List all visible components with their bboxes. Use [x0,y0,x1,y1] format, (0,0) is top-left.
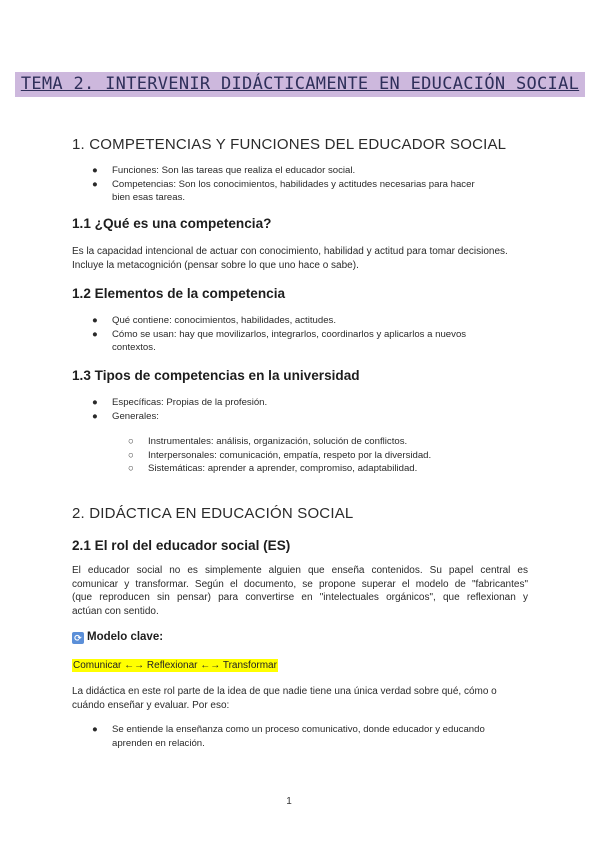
model-flow: Comunicar ←→ Reflexionar ←→ Transformar [73,660,277,671]
sub-bullet-icon: ○ [128,436,134,447]
page-number: 1 [286,796,292,807]
section-2-1-heading: 2.1 El rol del educador social (ES) [72,538,291,553]
list-item: ● Cómo se usan: hay que movilizarlos, integrarlos, coordinarlos y aplicarlos a nuevos contextos. [92,328,467,353]
section-2-paragraph: La didáctica en este rol parte de la idea de que nadie tiene una única verdad sobre qué, cómo o cuándo enseñar y evaluar. Por eso: [72,686,497,711]
section-1-3-sub-bullet-list [128,435,528,476]
document-title: TEMA 2. INTERVENIR DIDÁCTICAMENTE EN EDUCACIÓN SOCIAL [15,72,585,97]
section-2-1-paragraph: El educador social no es simplemente alguien que enseña contenidos. Su papel central es comunicar y transformar. Según el documento, se propone superar el modelo de "fabricantes" (que reproducen sin pensar) para convertirse en "intelectuales orgánicos", que reflexionan y actúan con sentido. [72,565,528,617]
sub-bullet-icon: ○ [128,463,134,474]
sub-bullet-icon: ○ [128,449,134,461]
list-item: ● Competencias: Son los conocimientos, habilidades y actitudes necesarias para hacer bien esas tareas. [92,178,475,203]
list-item: ● Se entiende la enseñanza como un proceso comunicativo, donde educador y educando aprenden en relación. [92,724,485,749]
section-2-heading: 2. DIDÁCTICA EN EDUCACIÓN SOCIAL [72,505,354,522]
list-item: ● Funciones: Son las tareas que realiza el educador social. [92,165,356,176]
list-item: ○ Sistemáticas: aprender a aprender, compromiso, adaptabilidad. [128,463,418,474]
bullet-icon: ● [92,178,98,190]
section-1-2-heading: 1.2 Elementos de la competencia [72,286,286,301]
document-title-container [0,72,600,97]
section-1-bullet-list [92,164,528,205]
section-1-heading: 1. COMPETENCIAS Y FUNCIONES DEL EDUCADOR SOCIAL [72,136,507,153]
bullet-icon: ● [92,315,98,326]
bullet-icon: ● [92,397,98,408]
section-1-3-bullet-list [92,396,528,423]
bullet-icon: ● [92,165,98,176]
section-2-bullet-list [92,723,528,750]
list-item: ● Generales: [92,410,159,422]
bullet-icon: ● [92,724,98,735]
list-item: ○ Instrumentales: análisis, organización, solución de conflictos. [128,436,408,447]
list-item: ● Específicas: Propias de la profesión. [92,397,268,408]
section-1-2-bullet-list [92,314,528,355]
section-1-3-heading: 1.3 Tipos de competencias en la universidad [72,368,360,383]
list-item: ● Qué contiene: conocimientos, habilidades, actitudes. [92,315,336,326]
bullet-icon: ● [92,328,98,340]
section-1-1-paragraph: Es la capacidad intencional de actuar con conocimiento, habilidad y actitud para tomar decisiones. Incluye la metacognición (pensar sobre lo que uno hace o sabe). [72,246,508,271]
section-1-1-heading: 1.1 ¿Qué es una competencia? [72,216,272,231]
list-item: ○ Interpersonales: comunicación, empatía, respeto por la diversidad. [128,449,432,461]
bullet-icon: ● [92,410,98,422]
model-heading: ⟳ Modelo clave: [72,631,163,644]
refresh-icon: ⟳ [72,632,84,644]
